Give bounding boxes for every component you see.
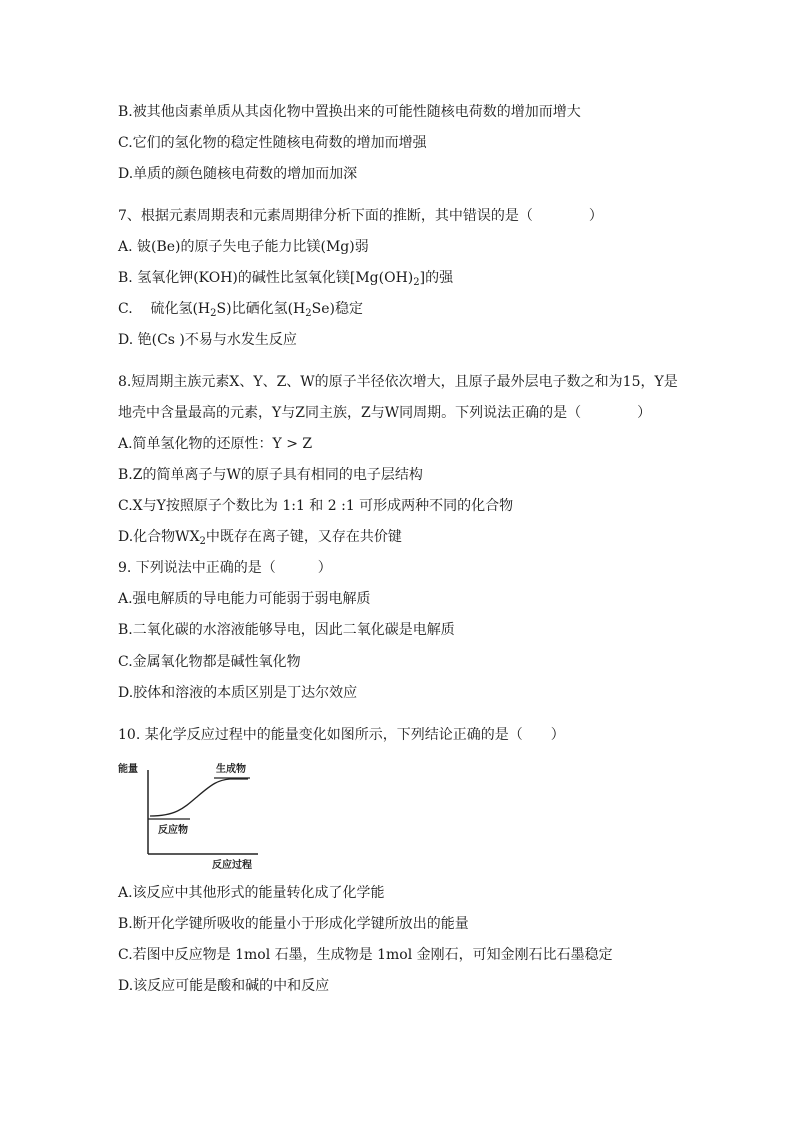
- q6-option-b: B.被其他卤素单质从其卤化物中置换出来的可能性随核电荷数的增加而增大: [118, 104, 581, 120]
- q10-option-a: A.该反应中其他形式的能量转化成了化学能: [118, 885, 385, 901]
- q9-option-b: B.二氧化碳的水溶液能够导电，因此二氧化碳是电解质: [118, 622, 455, 638]
- x-axis-label: 反应过程: [212, 860, 252, 871]
- q8-stem-line2: 地壳中含量最高的元素，Y与Z同主族，Z与W同周期。下列说法正确的是（ ）: [118, 405, 652, 421]
- q7-option-a: A. 铍(Be)的原子失电子能力比镁(Mg)弱: [118, 239, 369, 255]
- q8-option-a: A.简单氢化物的还原性：Y > Z: [118, 436, 313, 452]
- q7-option-b: B. 氢氧化钾(KOH)的碱性比氢氧化镁$[Mg(OH)_2]$的强: [118, 270, 454, 288]
- q10-option-b: B.断开化学键所吸收的能量小于形成化学键所放出的能量: [118, 916, 469, 932]
- q6-option-d: D.单质的颜色随核电荷数的增加而加深: [118, 166, 358, 182]
- q8-stem-line1: 8.短周期主族元素X、Y、Z、W的原子半径依次增大，且原子最外层电子数之和为15，Y是: [118, 374, 678, 390]
- q8-option-b: B.Z的简单离子与W的原子具有相同的电子层结构: [118, 467, 423, 483]
- q8-option-d: D.化合物$WX_2$中既存在离子键，又存在共价键: [118, 529, 402, 547]
- reactant-label: 反应物: [158, 825, 188, 836]
- q8-option-c: C.X与Y按照原子个数比为 1:1 和 2 :1 可形成两种不同的化合物: [118, 498, 514, 514]
- energy-diagram: [118, 758, 268, 873]
- q9-option-d: D.胶体和溶液的本质区别是丁达尔效应: [118, 685, 358, 701]
- q10-option-c: C.若图中反应物是 1mol 石墨，生成物是 1mol 金刚石，可知金刚石比石墨稳定: [118, 947, 613, 963]
- y-axis-label: 能量: [118, 764, 138, 775]
- q10-stem: 10. 某化学反应过程中的能量变化如图所示，下列结论正确的是（ ）: [118, 727, 565, 743]
- q6-option-c: C.它们的氢化物的稳定性随核电荷数的增加而增强: [118, 135, 427, 151]
- q9-option-a: A.强电解质的导电能力可能弱于弱电解质: [118, 591, 371, 607]
- product-label: 生成物: [216, 764, 246, 775]
- q7-option-c: C. 硫化氢$(H_2S)$比硒化氢$(H_2Se)$稳定: [118, 301, 363, 319]
- q9-stem: 9. 下列说法中正确的是（ ）: [118, 560, 332, 576]
- q7-stem: 7、根据元素周期表和元素周期律分析下面的推断，其中错误的是（ ）: [118, 208, 603, 224]
- q7-option-d: D. 铯(Cs )不易与水发生反应: [118, 332, 297, 348]
- q10-option-d: D.该反应可能是酸和碱的中和反应: [118, 978, 330, 994]
- q9-option-c: C.金属氧化物都是碱性氧化物: [118, 654, 301, 670]
- energy-curve: [150, 779, 248, 816]
